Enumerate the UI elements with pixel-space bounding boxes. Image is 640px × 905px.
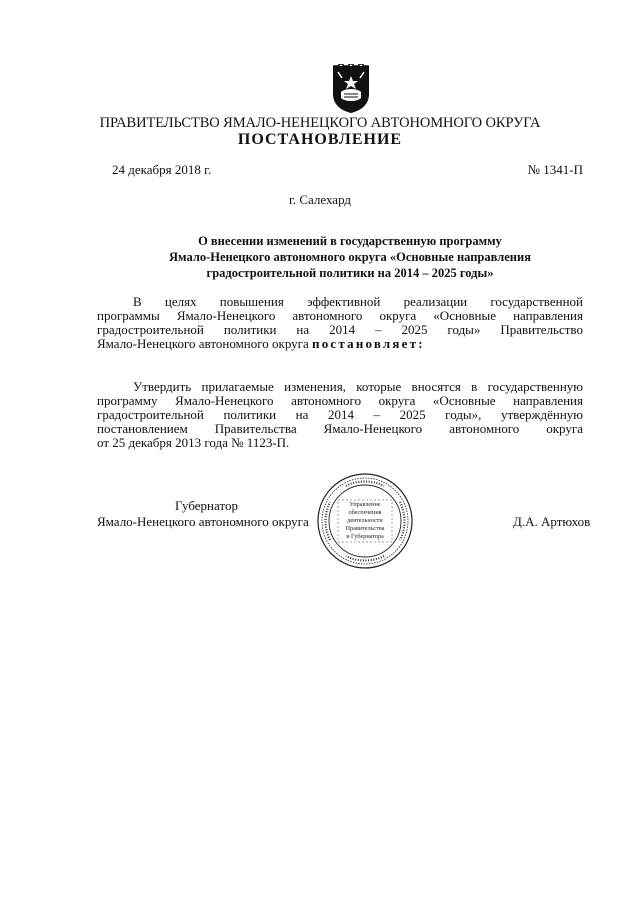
paragraph-line: градостроительной политики на 2014 – 2025 годы», утверждённую (97, 407, 583, 422)
subject-line: градостроительной политики на 2014 – 2025 годы» (206, 266, 494, 280)
resolves-word: постановляет: (312, 336, 425, 351)
paragraph-line: В целях повышения эффективной реализации государственной (133, 294, 583, 309)
seal-text: и Губернатора (346, 533, 384, 540)
seal-text: деятельности (347, 517, 383, 524)
subject-line: О внесении изменений в государственную программу (198, 234, 502, 248)
signatory-position-region: Ямало-Ненецкого автономного округа (97, 514, 309, 529)
document-subject (110, 233, 590, 281)
coat-of-arms-icon (329, 64, 373, 114)
paragraph-line: программы Ямало-Ненецкого автономного округа «Основные направления (97, 308, 583, 323)
document-city: г. Салехард (288, 192, 352, 207)
government-name: ПРАВИТЕЛЬСТВО ЯМАЛО-НЕНЕЦКОГО АВТОНОМНОГО ОКРУГА (99, 115, 541, 131)
resolution-paragraph (97, 380, 583, 450)
document-type: ПОСТАНОВЛЕНИЕ (237, 131, 403, 148)
paragraph-line: Утвердить прилагаемые изменения, которые вносятся в государственную (133, 379, 583, 394)
paragraph-line: программу Ямало-Ненецкого автономного округа «Основные направления (97, 393, 583, 408)
paragraph-line: от 25 декабря 2013 года № 1123-П. (97, 435, 290, 450)
signatory-name: Д.А. Артюхов (513, 514, 591, 529)
paragraph-line: постановлением Правительства Ямало-Ненецкого автономного округа (97, 421, 583, 436)
preamble-paragraph (97, 295, 583, 351)
document-date: 24 декабря 2018 г. (112, 162, 212, 177)
paragraph-text: Ямало-Ненецкого автономного округа (97, 336, 309, 351)
document-number: № 1341-П (527, 162, 583, 177)
subject-line: Ямало-Ненецкого автономного округа «Основные направления (169, 250, 531, 264)
official-seal (316, 472, 414, 570)
seal-text: Правительства (345, 525, 385, 532)
signatory-position: Губернатор (175, 498, 238, 513)
seal-text: обеспечения (348, 509, 382, 516)
paragraph-line (97, 337, 583, 351)
paragraph-line: градостроительной политики на 2014 – 2025 годы» Правительство (97, 322, 583, 337)
seal-text: Управление (349, 501, 381, 508)
